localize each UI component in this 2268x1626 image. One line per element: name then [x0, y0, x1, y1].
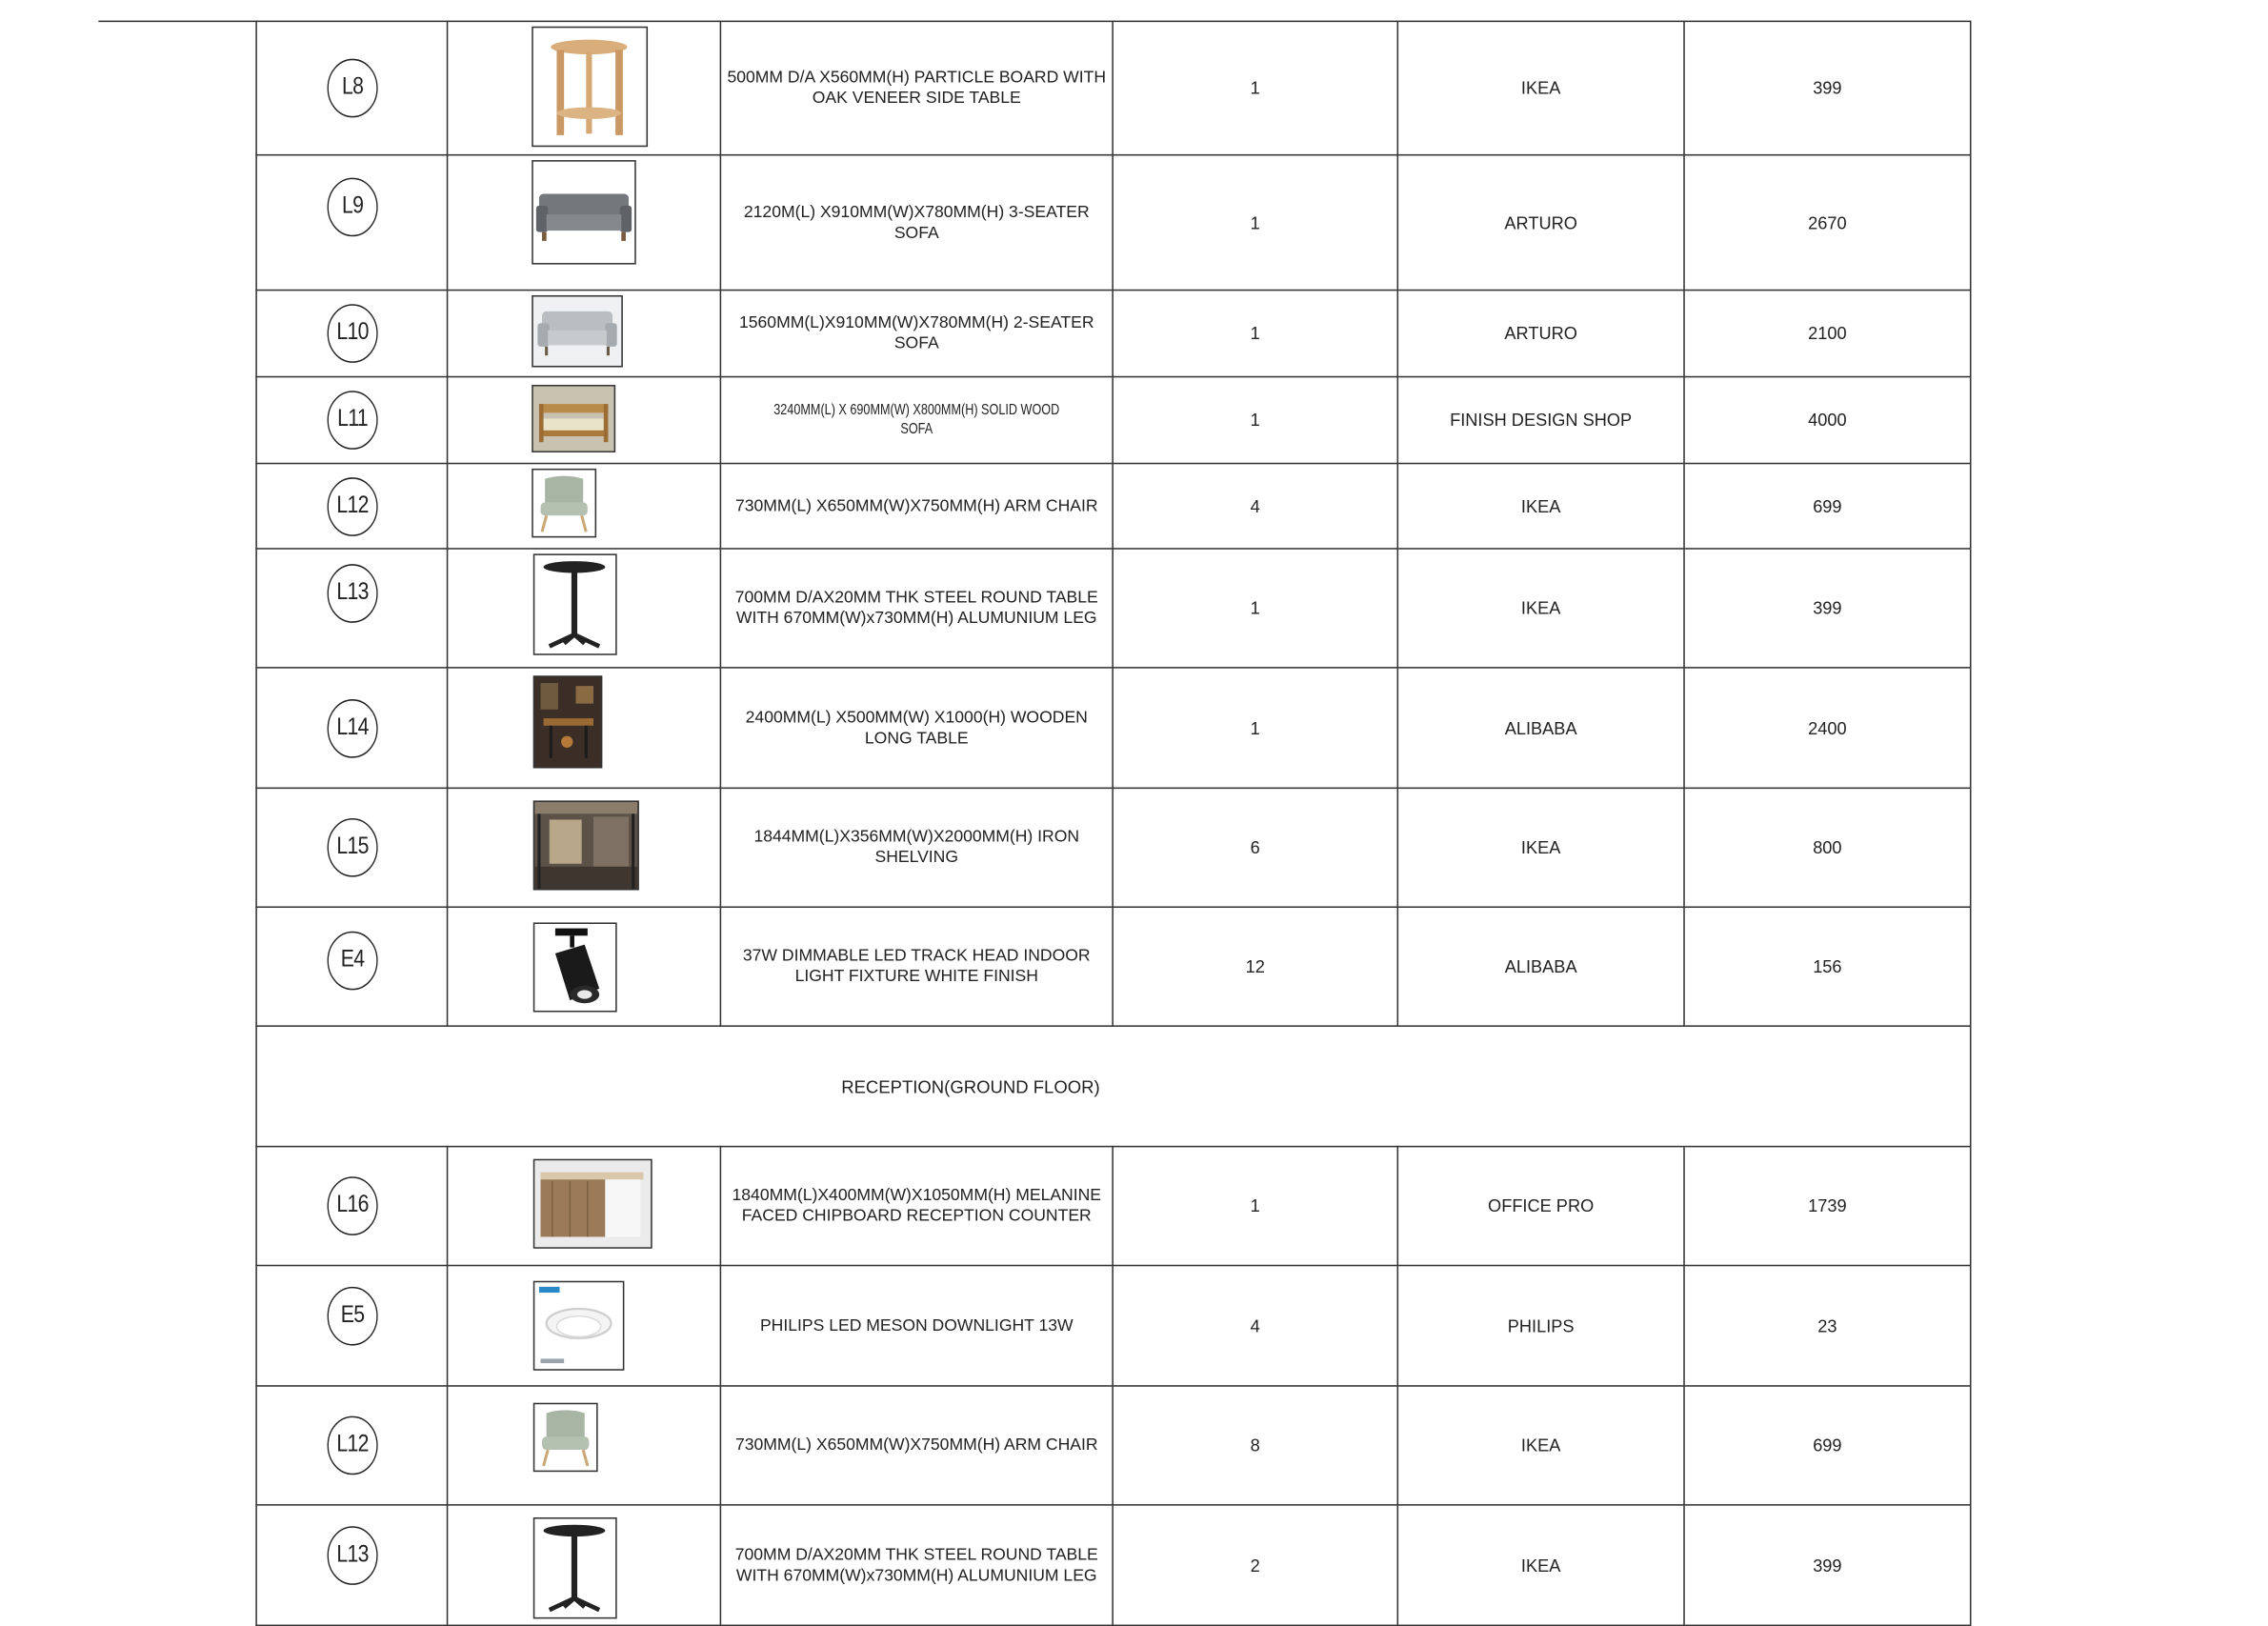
item-price-cell: 2670: [1684, 155, 1971, 291]
item-code-tag: L16: [327, 1176, 377, 1235]
item-price-cell: 156: [1684, 907, 1971, 1026]
led-track-light-icon: [533, 922, 617, 1012]
item-code-cell: [256, 1505, 447, 1625]
item-qty-cell: 1: [1113, 377, 1397, 464]
item-supplier-cell: ALIBABA: [1397, 668, 1684, 788]
grey-three-seater-sofa-icon: [532, 160, 635, 264]
table-row: [256, 464, 1971, 549]
item-qty-cell: 8: [1113, 1386, 1397, 1505]
item-code-tag: L13: [327, 1526, 377, 1585]
item-price-cell: 699: [1684, 464, 1971, 549]
item-description-cell: 37W DIMMABLE LED TRACK HEAD INDOOR LIGHT FIXTURE WHITE FINISH: [720, 907, 1113, 1026]
item-image-cell: [448, 291, 721, 377]
table-row: [256, 1505, 1971, 1625]
item-code-tag: L15: [327, 818, 377, 877]
furniture-schedule-table: [255, 21, 1971, 1626]
item-qty-cell: 4: [1113, 1266, 1397, 1386]
item-price-cell: 800: [1684, 788, 1971, 907]
item-qty-cell: 1: [1113, 1147, 1397, 1266]
item-image-cell: [448, 668, 721, 788]
item-code-tag: E5: [327, 1287, 377, 1346]
item-qty-cell: 1: [1113, 291, 1397, 377]
item-code-cell: [256, 1266, 447, 1386]
item-code-tag: E4: [327, 932, 377, 991]
item-price-cell: 399: [1684, 21, 1971, 154]
item-image-cell: [448, 155, 721, 291]
top-rule: [98, 21, 257, 23]
table-row: [256, 1266, 1971, 1386]
item-description-cell: 730MM(L) X650MM(W)X750MM(H) ARM CHAIR: [720, 1386, 1113, 1505]
item-supplier-cell: IKEA: [1397, 1505, 1684, 1625]
item-code-cell: [256, 377, 447, 464]
item-image-cell: [448, 907, 721, 1026]
table-row: [256, 1147, 1971, 1266]
item-code-tag: L12: [327, 1416, 377, 1475]
item-code-tag: L12: [327, 476, 377, 535]
item-code-cell: [256, 464, 447, 549]
item-description-cell: 500MM D/A X560MM(H) PARTICLE BOARD WITH OAK VENEER SIDE TABLE: [720, 21, 1113, 154]
item-code-cell: [256, 907, 447, 1026]
item-code-cell: [256, 1147, 447, 1266]
item-description-cell: PHILIPS LED MESON DOWNLIGHT 13W: [720, 1266, 1113, 1386]
item-image-cell: [448, 549, 721, 668]
item-supplier-cell: IKEA: [1397, 549, 1684, 668]
item-price-cell: 4000: [1684, 377, 1971, 464]
item-image-cell: [448, 788, 721, 907]
item-qty-cell: 12: [1113, 907, 1397, 1026]
item-supplier-cell: FINISH DESIGN SHOP: [1397, 377, 1684, 464]
item-code-tag: L14: [327, 698, 377, 757]
item-supplier-cell: ARTURO: [1397, 155, 1684, 291]
item-code-cell: [256, 291, 447, 377]
arm-chair-icon: [533, 1403, 598, 1472]
table-row: [256, 549, 1971, 668]
item-description-cell: 2120M(L) X910MM(W)X780MM(H) 3-SEATER SOFA: [720, 155, 1113, 291]
item-code-tag: L13: [327, 564, 377, 623]
item-qty-cell: 4: [1113, 464, 1397, 549]
item-code-cell: [256, 788, 447, 907]
item-supplier-cell: IKEA: [1397, 464, 1684, 549]
item-price-cell: 2400: [1684, 668, 1971, 788]
section-title-cell: [256, 1026, 1684, 1146]
wooden-long-table-icon: [533, 675, 602, 768]
item-code-cell: [256, 21, 447, 154]
item-code-tag: L8: [327, 59, 377, 118]
table-row: [256, 291, 1971, 377]
item-price-cell: 399: [1684, 549, 1971, 668]
table-row: [256, 1386, 1971, 1505]
item-description-cell: 3240MM(L) X 690MM(W) X800MM(H) SOLID WOOD SOFA: [720, 377, 1113, 464]
item-code-cell: [256, 155, 447, 291]
section-header-row: [256, 1026, 1971, 1146]
item-qty-cell: 1: [1113, 155, 1397, 291]
item-description-cell: 2400MM(L) X500MM(W) X1000(H) WOODEN LONG TABLE: [720, 668, 1113, 788]
item-image-cell: [448, 1505, 721, 1625]
item-code-tag: L10: [327, 304, 377, 363]
item-description-cell: 700MM D/AX20MM THK STEEL ROUND TABLE WITH 670MM(W)x730MM(H) ALUMUNIUM LEG: [720, 549, 1113, 668]
item-code-cell: [256, 1386, 447, 1505]
table-row: [256, 907, 1971, 1026]
item-code-tag: L11: [327, 391, 377, 450]
item-image-cell: [448, 21, 721, 154]
led-downlight-icon: [533, 1281, 625, 1371]
item-description-cell: 1840MM(L)X400MM(W)X1050MM(H) MELANINE FACED CHIPBOARD RECEPTION COUNTER: [720, 1147, 1113, 1266]
table-row: [256, 155, 1971, 291]
item-price-cell: 1739: [1684, 1147, 1971, 1266]
item-description-cell: 700MM D/AX20MM THK STEEL ROUND TABLE WITH 670MM(W)x730MM(H) ALUMUNIUM LEG: [720, 1505, 1113, 1625]
item-code-cell: [256, 668, 447, 788]
item-qty-cell: 2: [1113, 1505, 1397, 1625]
item-image-cell: [448, 1147, 721, 1266]
item-supplier-cell: IKEA: [1397, 788, 1684, 907]
reception-counter-icon: [533, 1159, 652, 1249]
steel-round-table-icon: [533, 553, 617, 654]
oak-side-table-icon: [532, 27, 648, 147]
item-qty-cell: 1: [1113, 668, 1397, 788]
item-image-cell: [448, 1266, 721, 1386]
item-price-cell: 699: [1684, 1386, 1971, 1505]
item-supplier-cell: IKEA: [1397, 21, 1684, 154]
item-qty-cell: 1: [1113, 21, 1397, 154]
item-price-cell: 399: [1684, 1505, 1971, 1625]
section-title: RECEPTION(GROUND FLOOR): [841, 1075, 1100, 1097]
item-supplier-cell: PHILIPS: [1397, 1266, 1684, 1386]
item-image-cell: [448, 377, 721, 464]
table-row: [256, 21, 1971, 154]
light-grey-two-seater-sofa-icon: [532, 295, 623, 368]
item-description-cell: 1560MM(L)X910MM(W)X780MM(H) 2-SEATER SOFA: [720, 291, 1113, 377]
item-qty-cell: 6: [1113, 788, 1397, 907]
item-qty-cell: 1: [1113, 549, 1397, 668]
table-row: [256, 668, 1971, 788]
item-supplier-cell: OFFICE PRO: [1397, 1147, 1684, 1266]
item-image-cell: [448, 464, 721, 549]
item-supplier-cell: IKEA: [1397, 1386, 1684, 1505]
table-row: [256, 377, 1971, 464]
item-supplier-cell: ALIBABA: [1397, 907, 1684, 1026]
solid-wood-sofa-icon: [532, 385, 615, 452]
steel-round-table-icon: [533, 1517, 617, 1618]
item-code-cell: [256, 549, 447, 668]
item-supplier-cell: ARTURO: [1397, 291, 1684, 377]
section-empty-cell: [1684, 1026, 1971, 1146]
iron-shelving-icon: [533, 800, 639, 890]
item-description-cell: 1844MM(L)X356MM(W)X2000MM(H) IRON SHELVING: [720, 788, 1113, 907]
arm-chair-icon: [532, 469, 596, 537]
item-code-tag: L9: [327, 178, 377, 237]
table-row: [256, 788, 1971, 907]
item-price-cell: 23: [1684, 1266, 1971, 1386]
item-description-cell: 730MM(L) X650MM(W)X750MM(H) ARM CHAIR: [720, 464, 1113, 549]
item-image-cell: [448, 1386, 721, 1505]
item-price-cell: 2100: [1684, 291, 1971, 377]
